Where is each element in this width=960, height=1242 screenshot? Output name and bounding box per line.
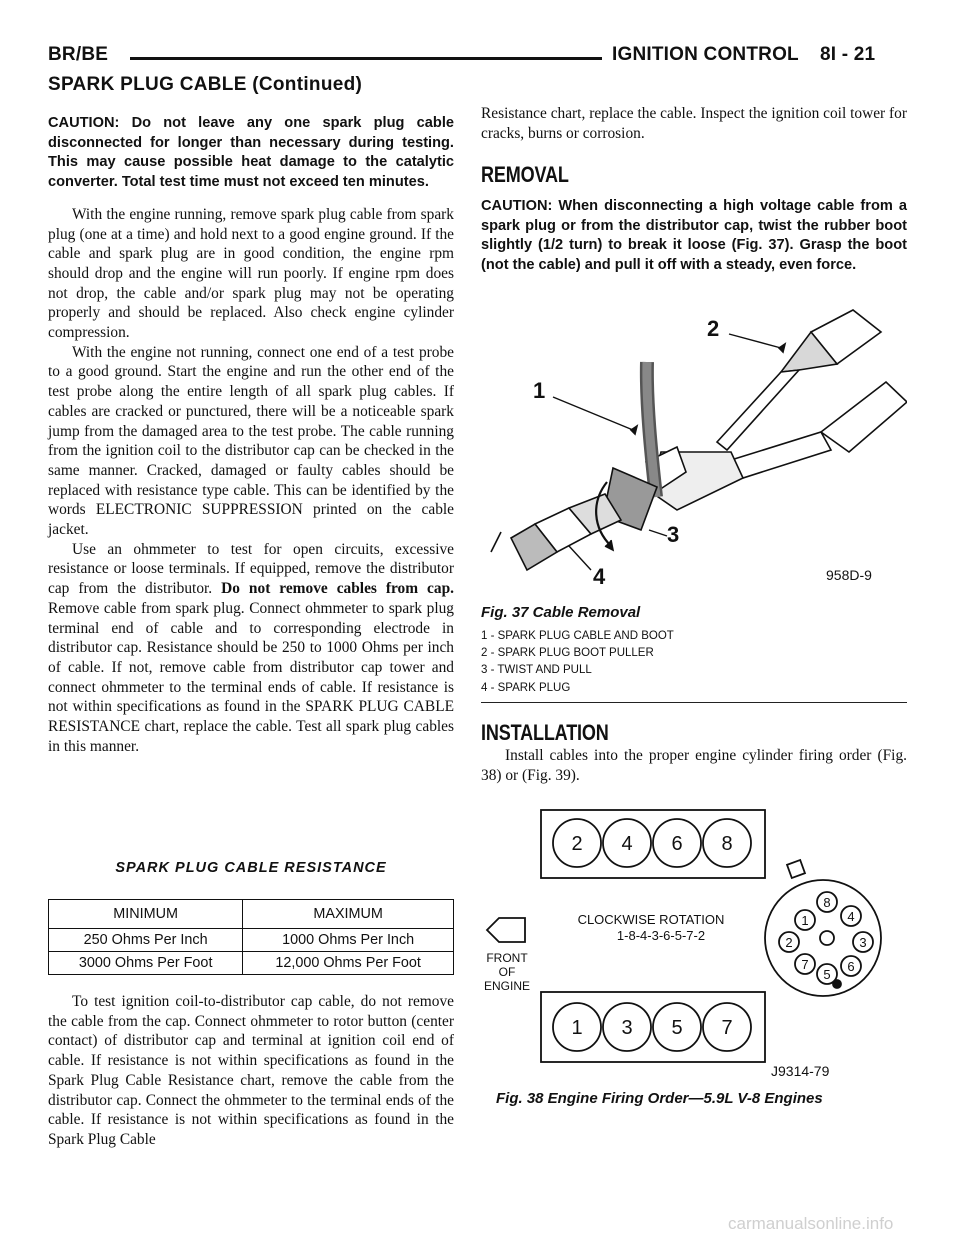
firing-order-diagram [481,806,907,1088]
table-header-min: MINIMUM [49,900,243,929]
cylinder-label: 2 [571,833,583,855]
right-column-top [481,104,907,143]
paragraph-coil-cable: To test ignition coil-to-distributor cap cable, do not remove the cable from the cap. Connect ohmmeter to rotor button (center contact) of distributor cap and terminal at ignition coil end of cable. If resistance is not within specifications as found in the Spark Plug Cable Resistance chart, remove the cable from the distributor cap. Connect the ohmmeter to the terminal ends of the cable. If resistance is not within specifications as found in the Spark Plug Cable [48,993,454,1148]
fig38-code: J9314-79 [771,1063,830,1079]
paragraph-engine-not-running: With the engine not running, connect one end of a test probe to a good ground. Start the engine and run the other end of the test probe along the entire length of all spark plug cables. If cables are cracked or punctured, there will be a noticeable spark jump from the damaged area to the test probe. The cable running from the ignition coil to the distributor cap can be checked in the same manner. Cracked, damaged or faulty cables should be replaced with resistance type cable. This can be identified by the words ELECTRONIC SUPPRESSION printed on the cable jacket. [48,343,454,539]
cylinder-label: 1 [571,1017,583,1039]
cap-terminal: 6 [847,959,855,974]
table-header-max: MAXIMUM [243,900,454,929]
header-rule [130,57,602,60]
cylinder-label: 7 [721,1017,733,1039]
installation-heading: INSTALLATION [481,720,609,745]
paragraph-ohmmeter: Use an ohmmeter to test for open circuits, excessive resistance or loose terminals. If equipped, remove the distributor cap from the distributor. Do not remove cables from cap. Remove cable from spark plug. Connect ohmmeter to spark plug terminal end of cable and to corresponding electrode in distributor cap. Resistance should be 250 to 1000 Ohms per inch of cable. If not, remove cable from distributor cap tower and connect ohmmeter to the terminal ends of cable. If resistance is not within specifications as found in the SPARK PLUG CABLE RESISTANCE chart, replace the cable. Test all spark plug cables in this manner. [48,540,454,755]
caution-test-time: CAUTION: Do not leave any one spark plug cable disconnected for longer than necessary during testing. This may cause possible heat damage to the catalytic converter. Total test time must not exceed ten minutes. [48,115,454,191]
cap-terminal: 5 [823,967,831,982]
removal-heading: REMOVAL [481,162,569,187]
installation-text: Install cables into the proper engine cylinder firing order (Fig. 38) or (Fig. 39). [481,747,907,784]
table-header-row [49,900,454,929]
cap-terminal: 4 [847,909,855,924]
warning-do-not-remove: Do not remove cables from cap. [221,580,454,598]
fig38-caption: Fig. 38 Engine Firing Order—5.9L V-8 Engines [496,1090,823,1107]
header-left: BR/BE [48,44,109,65]
fig37-code: 958D-9 [826,567,872,583]
cylinder-label: 3 [621,1017,633,1039]
fig37-legend [481,628,674,697]
callout-2: 2 [707,316,720,341]
callout-4: 4 [593,564,606,589]
left-column [48,114,454,757]
header-title: IGNITION CONTROL [612,44,799,65]
installation-block [481,746,907,785]
legend-item: 4 - SPARK PLUG [481,681,571,694]
cap-terminal: 3 [859,935,867,950]
cylinder-label: 8 [721,833,733,855]
fig37-caption: Fig. 37 Cable Removal [481,604,641,621]
legend-item: 1 - SPARK PLUG CABLE AND BOOT [481,630,674,642]
left-column-bottom [48,992,454,1150]
table-row: 3000 Ohms Per Foot 12,000 Ohms Per Foot [49,952,454,975]
cap-terminal: 2 [785,935,793,950]
front-label-1: FRONT [486,951,528,965]
removal-caution: CAUTION: When disconnecting a high voltage cable from a spark plug or from the distributor cap, twist the rubber boot slightly (1/2 turn) to break it loose (Fig. 37). Grasp the boot (not the cable) and pull it off with a steady, even force. [481,198,907,274]
section-title: SPARK PLUG CABLE (Continued) [48,74,363,95]
cap-terminal: 8 [823,895,831,910]
callout-3: 3 [667,522,680,547]
cylinder-label: 5 [671,1017,683,1039]
cylinder-label: 4 [621,833,633,855]
page-number: 8I - 21 [820,44,876,65]
watermark: carmanualsonline.info [728,1214,894,1233]
resistance-table [48,899,454,975]
table-row: 250 Ohms Per Inch 1000 Ohms Per Inch [49,929,454,952]
callout-1: 1 [533,378,546,403]
paragraph-engine-running: With the engine running, remove spark plug cable from spark plug (one at a time) and hold next to a good engine ground. If the cable and spark plug are in good condition, the engine rpm should drop and the engine will run poorly. If engine rpm does not drop, the cable and/or spark plug may not be operating properly and should be replaced. Also check engine cylinder compression. [48,205,454,342]
paragraph-continued: Resistance chart, replace the cable. Inspect the ignition coil tower for cracks, burns or corrosion. [481,105,907,142]
table-title: SPARK PLUG CABLE RESISTANCE [115,860,387,876]
cable-removal-illustration [481,302,907,602]
cap-terminal: 1 [801,913,809,928]
rotation-label: CLOCKWISE ROTATION [577,912,725,927]
legend-item: 3 - TWIST AND PULL [481,664,592,677]
fig37-rule [481,702,907,703]
cylinder-label: 6 [671,833,683,855]
legend-item: 2 - SPARK PLUG BOOT PULLER [481,647,654,660]
cap-terminal: 7 [801,957,809,972]
front-label-2: OF [498,965,516,979]
front-label-3: ENGINE [483,979,531,993]
removal-block [481,197,907,276]
firing-order-label: 1-8-4-3-6-5-7-2 [616,928,706,943]
